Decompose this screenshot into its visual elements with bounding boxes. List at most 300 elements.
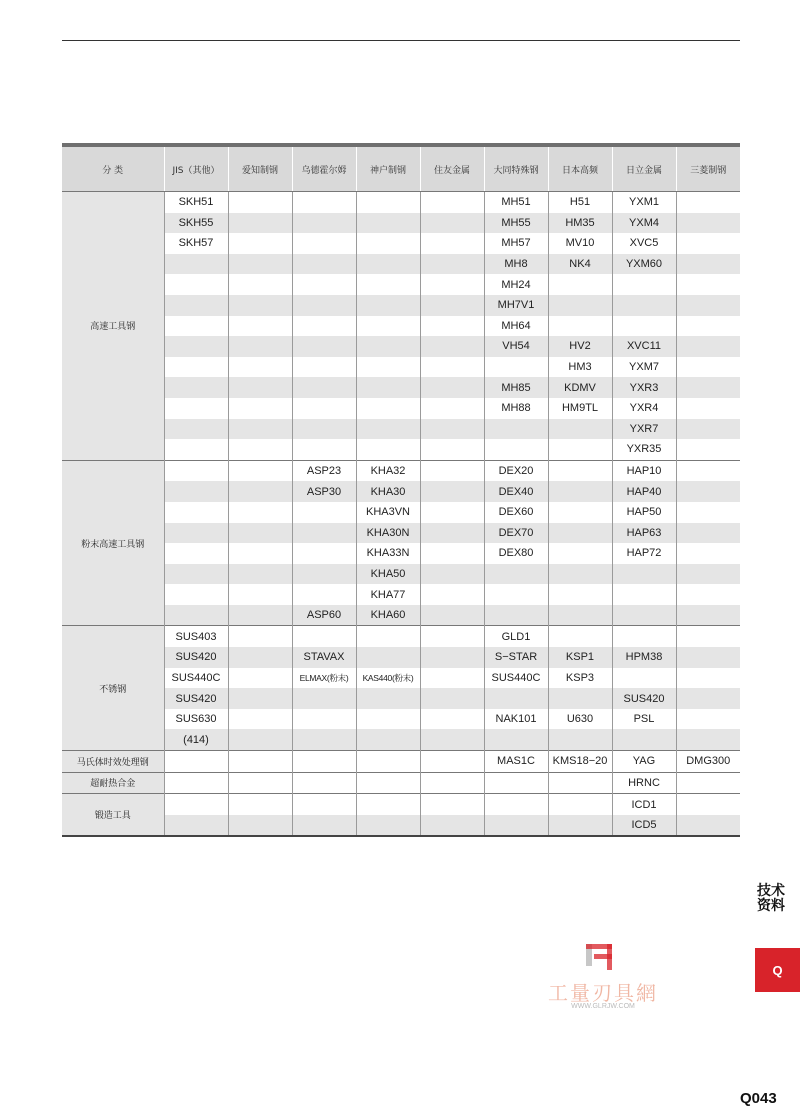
grade-cell: MAS1C [484,751,548,773]
grade-cell: YXR35 [612,439,676,460]
grade-cell [164,274,228,295]
grade-cell [292,295,356,316]
grade-cell [228,336,292,357]
grade-cell [356,213,420,234]
grade-cell [420,419,484,440]
grade-cell [420,564,484,585]
grade-cell [676,481,740,502]
grade-cell [676,357,740,378]
grade-cell: SKH55 [164,213,228,234]
grade-cell [228,543,292,564]
grade-cell [420,709,484,730]
grade-cell [676,605,740,626]
grade-cell [612,274,676,295]
grade-cell [548,523,612,544]
grade-cell [228,709,292,730]
grade-cell [676,439,740,460]
grade-cell [420,377,484,398]
table-row [62,481,740,502]
grade-cell [228,688,292,709]
grade-cell [228,254,292,275]
table-row [62,523,740,544]
grade-cell: SUS630 [164,709,228,730]
grade-cell [164,584,228,605]
grade-cell [228,794,292,815]
grade-cell: MH85 [484,377,548,398]
grade-cell [676,377,740,398]
grade-cell [676,398,740,419]
grade-cell: HAP72 [612,543,676,564]
grade-cell [612,584,676,605]
table-row [62,815,740,837]
grade-cell [420,729,484,750]
grade-cell [164,377,228,398]
grade-cell [548,688,612,709]
grade-cell [484,564,548,585]
grade-cell [548,815,612,837]
table-row [62,772,740,794]
grade-cell [292,419,356,440]
grade-cell: HM3 [548,357,612,378]
table-row [62,213,740,234]
grade-cell [228,772,292,794]
grade-cell: YXM4 [612,213,676,234]
grade-cell: YXM7 [612,357,676,378]
grade-cell [548,584,612,605]
grade-cell [676,274,740,295]
grade-cell [548,460,612,481]
column-header: 日本高频 [548,145,612,192]
grade-cell [676,647,740,668]
category-cell: 粉末高速工具钢 [62,460,164,626]
grade-cell: MH7V1 [484,295,548,316]
grade-cell [228,295,292,316]
grade-cell: DEX60 [484,502,548,523]
grade-cell [420,647,484,668]
grade-cell [420,316,484,337]
grade-cell: HPM38 [612,647,676,668]
side-section-label: 技术资料 [757,883,785,914]
grade-cell [676,584,740,605]
grade-cell [676,295,740,316]
grade-cell: HM35 [548,213,612,234]
grade-cell [356,794,420,815]
grade-cell: DEX40 [484,481,548,502]
grade-cell [484,439,548,460]
grade-cell [228,377,292,398]
column-header: 分 类 [62,145,164,192]
grade-cell [228,460,292,481]
grade-cell [356,377,420,398]
grade-cell: S−STAR [484,647,548,668]
grade-cell [292,543,356,564]
column-header: 乌德霍尔姆 [292,145,356,192]
grade-cell: HM9TL [548,398,612,419]
grade-cell: HAP63 [612,523,676,544]
grade-cell: (414) [164,729,228,750]
grade-cell: KHA77 [356,584,420,605]
grade-cell [548,626,612,647]
grade-cell: HRNC [612,772,676,794]
grade-cell: YXR7 [612,419,676,440]
grade-cell: KAS440(粉末) [356,668,420,689]
grade-cell [676,688,740,709]
table-row [62,502,740,523]
grade-cell [612,605,676,626]
grade-cell: ICD1 [612,794,676,815]
grade-cell: NK4 [548,254,612,275]
grade-cell [228,729,292,750]
grade-cell [484,729,548,750]
table-header-row [62,145,740,192]
grade-cell [548,295,612,316]
table-row [62,357,740,378]
grade-cell [228,398,292,419]
grade-cell: MH8 [484,254,548,275]
grade-cell [292,316,356,337]
grade-cell [292,233,356,254]
grade-cell [228,357,292,378]
grade-cell [612,626,676,647]
grade-cell [356,295,420,316]
grade-cell [676,460,740,481]
grade-cell: DMG300 [676,751,740,773]
grade-cell [164,523,228,544]
grade-cell: ICD5 [612,815,676,837]
grade-cell [292,729,356,750]
grade-cell: HAP10 [612,460,676,481]
grade-cell: KDMV [548,377,612,398]
column-header: JIS（其他） [164,145,228,192]
grade-cell: SUS440C [484,668,548,689]
grade-cell [420,605,484,626]
grade-cell [164,254,228,275]
grade-cell [164,564,228,585]
grade-cell [292,502,356,523]
column-header: 住友金属 [420,145,484,192]
grade-cell [676,419,740,440]
grade-cell [484,419,548,440]
grade-cell [164,316,228,337]
grade-cell [164,357,228,378]
grade-cell [292,688,356,709]
grade-cell [420,584,484,605]
grade-cell [548,274,612,295]
grade-cell [292,626,356,647]
table-row [62,709,740,730]
grade-cell: SUS420 [164,688,228,709]
grade-cell [356,709,420,730]
grade-cell [164,794,228,815]
table-row [62,254,740,275]
grade-cell [292,377,356,398]
grade-cell [676,254,740,275]
grade-cell [548,564,612,585]
table-row [62,192,740,213]
category-cell: 马氏体时效处理钢 [62,751,164,773]
grade-cell: HAP50 [612,502,676,523]
grade-cell [228,481,292,502]
grade-cell [420,794,484,815]
grade-cell [164,460,228,481]
watermark-name: 工量刃具網 [548,981,658,1005]
grade-cell: MH51 [484,192,548,213]
grade-cell: GLD1 [484,626,548,647]
grade-cell [676,316,740,337]
grade-cell: NAK101 [484,709,548,730]
category-cell: 不锈钢 [62,626,164,751]
grade-cell [548,481,612,502]
grade-cell: ASP60 [292,605,356,626]
grade-cell [548,316,612,337]
table-row [62,316,740,337]
grade-cell [420,668,484,689]
grade-cell: HAP40 [612,481,676,502]
grade-cell [292,274,356,295]
column-header: 神户制钢 [356,145,420,192]
column-header: 爱知制钢 [228,145,292,192]
grade-cell [676,523,740,544]
category-cell: 锻造工具 [62,794,164,837]
grade-cell [420,213,484,234]
grade-cell [484,357,548,378]
grade-cell [164,502,228,523]
grade-cell [228,564,292,585]
table-row [62,419,740,440]
grade-cell: KHA30 [356,481,420,502]
grade-cell [164,481,228,502]
grade-cell [228,274,292,295]
grade-cell: ASP30 [292,481,356,502]
grade-cell: MH24 [484,274,548,295]
page-number: Q043 [740,1090,777,1107]
grade-cell [356,688,420,709]
table-row [62,274,740,295]
grade-cell: STAVAX [292,647,356,668]
grade-cell: YXM1 [612,192,676,213]
grade-cell [420,523,484,544]
table-row [62,668,740,689]
grade-cell [356,815,420,837]
grade-cell: KSP1 [548,647,612,668]
grade-cell [356,357,420,378]
table-row [62,543,740,564]
grade-cell [292,398,356,419]
grade-cell [676,564,740,585]
grade-cell [356,316,420,337]
category-cell: 超耐热合金 [62,772,164,794]
grade-cell [292,439,356,460]
grade-cell [292,523,356,544]
grade-cell [292,336,356,357]
grade-cell [420,357,484,378]
grade-cell: KMS18−20 [548,751,612,773]
table-row [62,439,740,460]
grade-cell: YXR4 [612,398,676,419]
grade-cell [228,502,292,523]
grade-cell [356,729,420,750]
table-row [62,605,740,626]
grade-cell [612,295,676,316]
grade-cell [164,605,228,626]
section-tab-q[interactable]: Q [755,948,800,992]
grade-cell [228,213,292,234]
grade-cell: KHA33N [356,543,420,564]
grade-cell [548,729,612,750]
table-row [62,688,740,709]
column-header: 大同特殊钢 [484,145,548,192]
grade-cell [484,688,548,709]
grade-cell [292,584,356,605]
table-row [62,377,740,398]
grade-cell [356,274,420,295]
grade-cell [676,772,740,794]
grade-cell: DEX80 [484,543,548,564]
grade-cell [676,502,740,523]
table-row [62,626,740,647]
grade-cell: ASP23 [292,460,356,481]
grade-cell: KHA3VN [356,502,420,523]
grade-cell [548,605,612,626]
grade-cell [548,502,612,523]
grade-cell [420,274,484,295]
table-row [62,564,740,585]
grade-cell: KHA32 [356,460,420,481]
grade-cell: YXM60 [612,254,676,275]
grade-cell [292,192,356,213]
table-row [62,398,740,419]
grade-cell [676,668,740,689]
grade-cell [356,192,420,213]
grade-cell [228,192,292,213]
grade-cell: KHA30N [356,523,420,544]
grade-cell [420,543,484,564]
grade-cell [228,439,292,460]
grade-cell [356,398,420,419]
grade-cell [228,626,292,647]
grade-cell [676,626,740,647]
table-row [62,336,740,357]
grade-cell [612,668,676,689]
grade-cell [484,772,548,794]
grade-cell [228,523,292,544]
grade-cell: MH57 [484,233,548,254]
grade-cell: MH88 [484,398,548,419]
grade-cell [420,772,484,794]
grade-cell [676,729,740,750]
grade-cell [676,543,740,564]
grade-cell [292,751,356,773]
table-row [62,794,740,815]
grade-cell [420,439,484,460]
grade-cell [356,254,420,275]
grade-cell [356,647,420,668]
grade-cell [164,295,228,316]
table-row [62,295,740,316]
grade-cell [548,419,612,440]
grade-cell [292,254,356,275]
grade-cell [420,481,484,502]
grade-cell: KHA50 [356,564,420,585]
grade-cell [484,605,548,626]
watermark-url: WWW.GLRJW.COM [571,1003,635,1010]
grade-cell: YXR3 [612,377,676,398]
grade-cell [420,751,484,773]
grade-cell [292,772,356,794]
grade-cell [484,815,548,837]
table-row [62,729,740,750]
grade-cell [676,213,740,234]
grade-cell: SKH51 [164,192,228,213]
grade-cell [548,772,612,794]
grade-cell: MH64 [484,316,548,337]
grade-cell: PSL [612,709,676,730]
grade-cell [292,213,356,234]
grade-cell: DEX70 [484,523,548,544]
grade-cell [612,564,676,585]
grade-cell [420,233,484,254]
grade-cell [484,794,548,815]
grade-cell: SUS440C [164,668,228,689]
table-row [62,751,740,773]
grade-cell [420,398,484,419]
grade-cell [676,233,740,254]
grade-cell [292,564,356,585]
grade-cell [420,460,484,481]
grade-cell [228,233,292,254]
grade-cell [356,439,420,460]
steel-comparison-table [62,143,740,837]
grade-cell [228,815,292,837]
grade-cell: SKH57 [164,233,228,254]
table-row [62,460,740,481]
grade-cell [292,357,356,378]
grade-cell [420,192,484,213]
grade-cell: SUS420 [164,647,228,668]
grade-cell [292,794,356,815]
grade-cell [356,419,420,440]
glrjw-logo-icon [580,940,620,976]
column-header: 日立金属 [612,145,676,192]
grade-cell: U630 [548,709,612,730]
grade-cell: DEX20 [484,460,548,481]
grade-cell: MH55 [484,213,548,234]
grade-cell [164,751,228,773]
column-header: 三菱制钢 [676,145,740,192]
grade-cell: XVC5 [612,233,676,254]
grade-cell: SUS403 [164,626,228,647]
grade-cell [228,316,292,337]
grade-cell [676,815,740,837]
grade-cell [292,709,356,730]
grade-cell: HV2 [548,336,612,357]
grade-cell [356,772,420,794]
grade-cell: ELMAX(粉末) [292,668,356,689]
category-cell: 高速工具钢 [62,192,164,461]
grade-cell [164,419,228,440]
table-row [62,584,740,605]
grade-cell: XVC11 [612,336,676,357]
grade-cell [420,254,484,275]
grade-cell [420,295,484,316]
grade-cell [612,316,676,337]
grade-cell [420,815,484,837]
grade-cell [228,647,292,668]
grade-cell: MV10 [548,233,612,254]
grade-cell [164,815,228,837]
grade-cell: KSP3 [548,668,612,689]
grade-cell [164,772,228,794]
